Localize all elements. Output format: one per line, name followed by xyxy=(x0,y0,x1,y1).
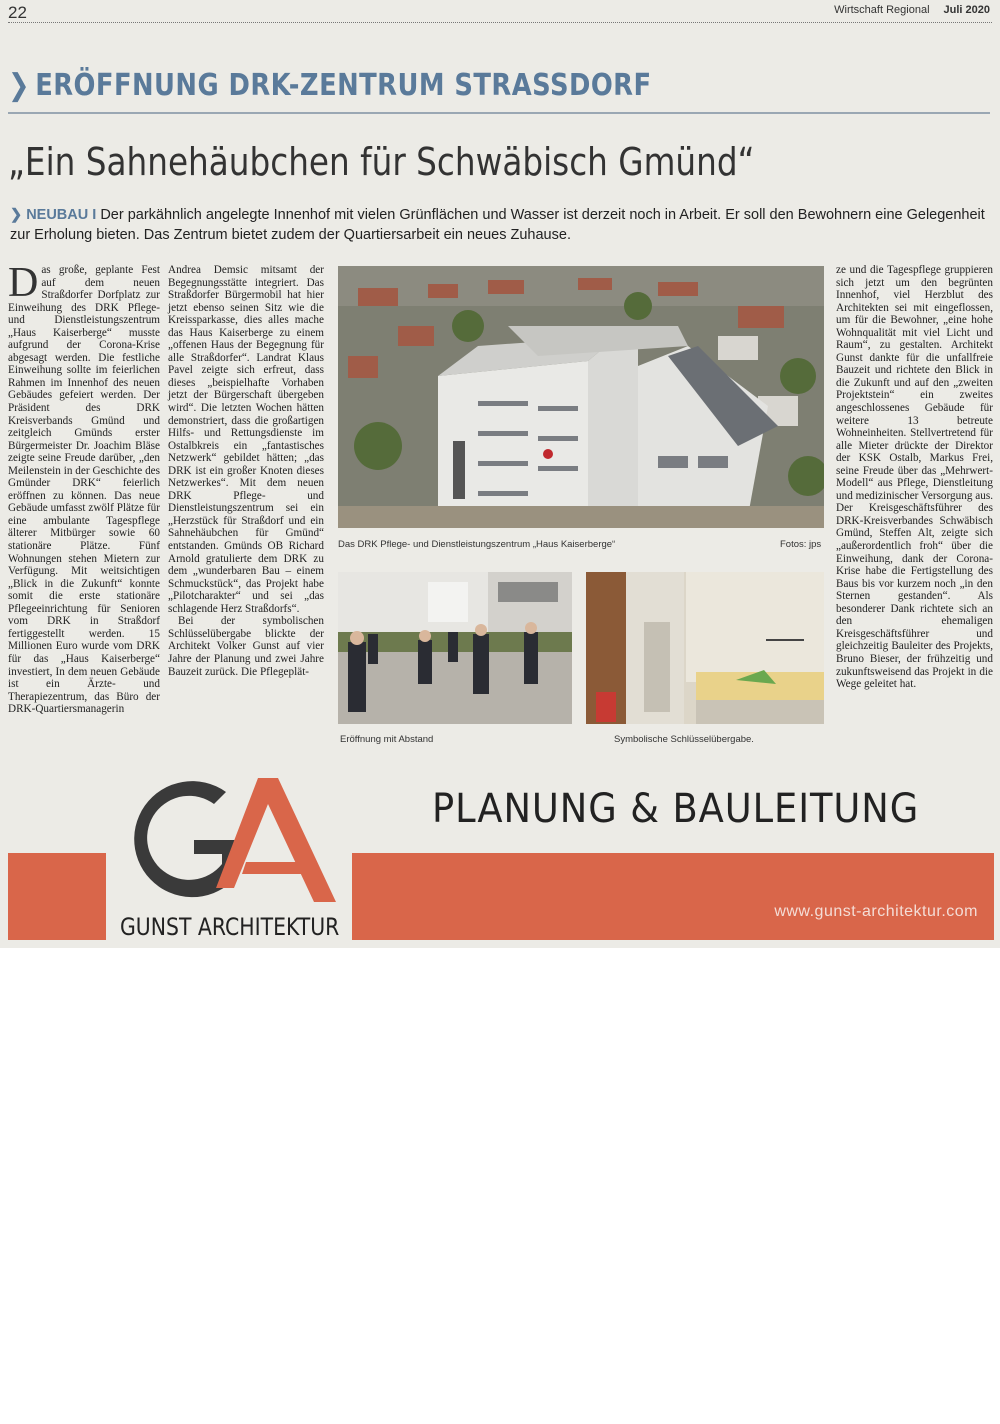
lead-text: Der parkähnlich angelegte Innenhof mit vielen Grünflächen und Wasser ist derzeit noch in Arbeit. Er soll den Bewohnern eine Gelegenheit zur Erholung bieten. Das Zentrum bietet zudem der Quartiersarbeit ein neues Zuhause. xyxy=(10,207,985,243)
key-handover-photo xyxy=(586,572,824,724)
lead-paragraph xyxy=(10,205,990,245)
opening-photo-caption: Eröffnung mit Abstand xyxy=(340,734,434,745)
section-divider xyxy=(8,112,990,114)
ad-accent-bar-left xyxy=(8,853,106,940)
ga-monogram-icon xyxy=(108,770,348,910)
article-column-4 xyxy=(836,264,993,691)
publication-header xyxy=(834,4,990,16)
page-number: 22 xyxy=(8,3,27,22)
gunst-architektur-logo xyxy=(108,770,348,915)
issue-date: Juli 2020 xyxy=(943,4,990,16)
drop-cap: D xyxy=(8,260,39,306)
column-2-paragraph-1: Andrea Demsic mitsamt der Begegnungsstätte integriert. Das Straßdorfer Bürgermobil hat hier jetzt ebenso seinen Sitz wie die Kreissparkasse, dies alles mache das Haus Kaiserberge zu einem „offenen Haus der Begegnung für alle Straßdorfer“. Landrat Klaus Pavel zeigte sich erfreut, dass dieses „beispielhafte Vorhaben jetzt der Bürgerschaft übergeben wird“. Die letzten Wochen hätten demonstriert, dass die großartigen Hilfs- und Rettungsdienste im Ostalbkreis ein „fantastisches Netzwerk“ gebildet hätten; „das DRK ist ein großer Knoten dieses Netzwerkes“. Mit dem neuen DRK Pflege- und Dienstleistungszentrum sei ein „Herzstück für Straßdorf und ein Sahnehäubchen für Gmünd“ entstanden. Gmünds OB Richard Arnold gratulierte dem DRK zu dem „wunderbaren Bau – einem Schmuckstück“, das Projekt habe „Pilotcharakter“ und sei „das schlagende Herz Straßdorfs“. xyxy=(168,264,324,615)
key-handover-caption: Symbolische Schlüsselübergabe. xyxy=(614,734,754,745)
ad-website-link[interactable]: www.gunst-architektur.com xyxy=(774,903,978,920)
photo-credit: Fotos: jps xyxy=(780,539,822,550)
ad-tagline: PLANUNG & BAULEITUNG xyxy=(432,786,920,832)
column-4-text: ze und die Tagespflege gruppieren sich jetzt um den begrünten Innenhof, viel Herzblut des Architekten sei mit eingeflossen, um für die Bewohner, „eine hohe Wohnqualität mit viel Licht und Raum“, zu gestalten. Architekt Gunst dankte für die unfallfreie Bauzeit und richtete den Blick in die Zukunft und auf den „zweiten Projektstein“ ein zweites angeschlossenes Gebäude für weitere 13 betreute Wohneinheiten. Stellvertretend für alle Mieter drückte der Direktor der KSK Ostalb, Markus Frei, seine Freude über das „Mehrwert-Modell“ aus Pflege, Dienstleitung und medizinischer Versorgung aus. Der Kreisgeschäftsführer des DRK-Kreisverbandes Schwäbisch Gmünd, Steffen Alt, zeigte sich „außerordentlich froh“ über die Einweihung, dank der Corona-Krise habe die Fertigstellung des Baus bis vor kurzem noch „in den Sternen gestanden“. Als besonderer Dank richtete sich an den ehemaligen Kreisgeschäftsführer und gleichzeitig Bauleiter des Projekts, Bruno Bieser, der frühzeitig und zukunftsweisend das Projekt in die Wege geleitet hat. xyxy=(836,264,993,691)
article-column-1 xyxy=(8,260,160,716)
article-column-2 xyxy=(168,264,324,678)
publication-name: Wirtschaft Regional xyxy=(834,4,930,16)
section-title-text: ERÖFFNUNG DRK-ZENTRUM STRASSDORF xyxy=(35,68,652,103)
building-photo-caption: Das DRK Pflege- und Dienstleistungszentrum „Haus Kaiserberge“ xyxy=(338,539,616,550)
opening-photo xyxy=(338,572,572,724)
lead-kicker: NEUBAU I xyxy=(26,207,97,223)
chevron-right-icon: ❯ xyxy=(8,68,31,103)
column-1-text: as große, geplante Fest auf dem neuen Straßdorfer Dorfplatz zur Einweihung des DRK Pflege- und Dienstleistungszentrum „Haus Kaiserberge“ musste aufgrund der Corona-Krise abgesagt werden. Die festliche Einweihung sollte im feierlichen Rahmen im Innenhof des neuen Gebäudes gefeiert werden. Der Präsident des DRK Kreisverbands Gmünd und zeitgleich Gmünds erster Bürgermeister Dr. Joachim Bläse zeigte seine Freude darüber, „den Meilenstein in der Geschichte des Gmünder DRK“ feierlich eröffnen zu können. Das neue Gebäude umfasst zwölf Plätze für eine ambulante Tagespflege älterer Mitbürger sowie 60 stationäre Plätze. Fünf Wohnungen stehen Mietern zur Verfügung. Mit weitsichtigen „Blick in die Zukunft“ konnte somit die erste stationäre Pflegeeinrichtung für Senioren vom DRK in Straßdorf fertiggestellt werden. 15 Millionen Euro wurde vom DRK für das „Haus Kaiserberge“ investiert, In dem neuen Gebäude ist ein Ärzte- und Therapiezentrum, das Büro der DRK-Quartiersmanagerin xyxy=(8,264,160,716)
ad-accent-bar-right xyxy=(352,853,994,940)
section-title xyxy=(8,68,652,103)
ad-brand-name: GUNST ARCHITEKTUR xyxy=(120,913,340,941)
building-photo xyxy=(338,266,824,528)
lead-kicker-icon: ❯ xyxy=(10,207,27,223)
header-divider xyxy=(8,22,992,23)
column-2-paragraph-2: Bei der symbolischen Schlüsselübergabe blickte der Architekt Volker Gunst auf vier Jahre der Planung und zwei Jahre Bauzeit zurück. Die Pflegeplät- xyxy=(168,615,324,678)
headline: „Ein Sahnehäubchen für Schwäbisch Gmünd“ xyxy=(8,140,755,184)
